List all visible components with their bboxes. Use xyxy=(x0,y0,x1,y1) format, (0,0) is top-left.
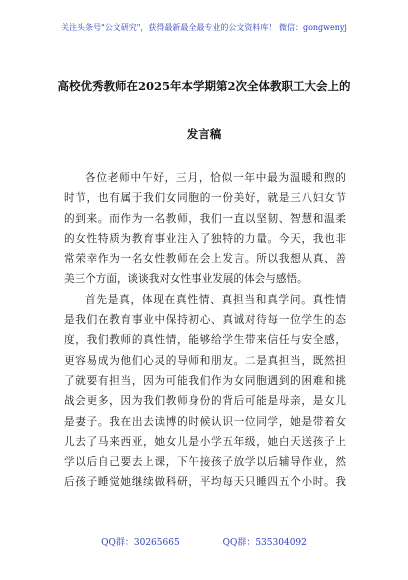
paragraph-2 xyxy=(64,290,346,493)
paragraph-line: 是我们在教育事业中保持初心、真诚对待每一位学生的态 xyxy=(64,314,346,327)
paragraph-line: 美三个方面，谈谈我对女性事业发展的体会与感悟。 xyxy=(64,273,308,286)
footer-contact xyxy=(0,535,408,548)
footer-qq-group-2: QQ群：535304092 xyxy=(222,538,307,548)
paragraph-line: 儿去了马来西亚，她女儿是小学五年级，她白天送孩子上 xyxy=(64,435,346,448)
document-title-line-2: 发言稿 xyxy=(186,127,222,141)
document-title-line-1: 高校优秀教师在2025年本学期第2次全体教职工大会上的 xyxy=(57,79,351,93)
header-promo-note: 关注头条号"公文研究"，获得最新最全最专业的公文资料库！ 微信：gongwenyj xyxy=(61,23,347,32)
footer-qq-group-1: QQ群：30265665 xyxy=(101,538,180,548)
paragraph-line: 首先是真，体现在真性情、真担当和真学问。真性情 xyxy=(85,293,346,306)
paragraph-line: 的到来。而作为一名教师，我们一直以坚韧、智慧和温柔 xyxy=(64,212,346,225)
paragraph-line: 各位老师中午好，三月，恰似一年中最为温暖和煦的 xyxy=(85,172,346,184)
paragraph-line: 学以后自己要去上课，下午接孩子放学以后辅导作业，然 xyxy=(64,456,346,469)
paragraph-line: 后孩子睡觉她继续做科研，平均每天只睡四五个小时。我 xyxy=(64,476,346,489)
paragraph-line: 的女性特质为教育事业注入了独特的力量。今天，我也非 xyxy=(64,232,346,245)
paragraph-1 xyxy=(64,168,346,290)
document-body xyxy=(64,168,346,493)
paragraph-line: 了就要有担当，因为可能我们作为女同胞遇到的困难和挑 xyxy=(64,374,346,387)
paragraph-line: 是妻子。我在出去读博的时候认识一位同学，她是带着女 xyxy=(64,415,346,428)
paragraph-line: 时节，也有属于我们女同胞的一份美好，就是三八妇女节 xyxy=(64,192,346,205)
paragraph-line: 战会更多，因为我们教师身份的背后可能是母亲，是女儿 xyxy=(64,395,346,408)
paragraph-line: 度，我们教师的真性情，能够给学生带来信任与安全感， xyxy=(64,334,346,347)
paragraph-line: 常荣幸作为一名女性教师在会上发言。所以我想从真、善 xyxy=(64,253,346,266)
paragraph-line: 更容易成为他们心灵的导师和朋友。二是真担当，既然担 xyxy=(64,354,346,367)
